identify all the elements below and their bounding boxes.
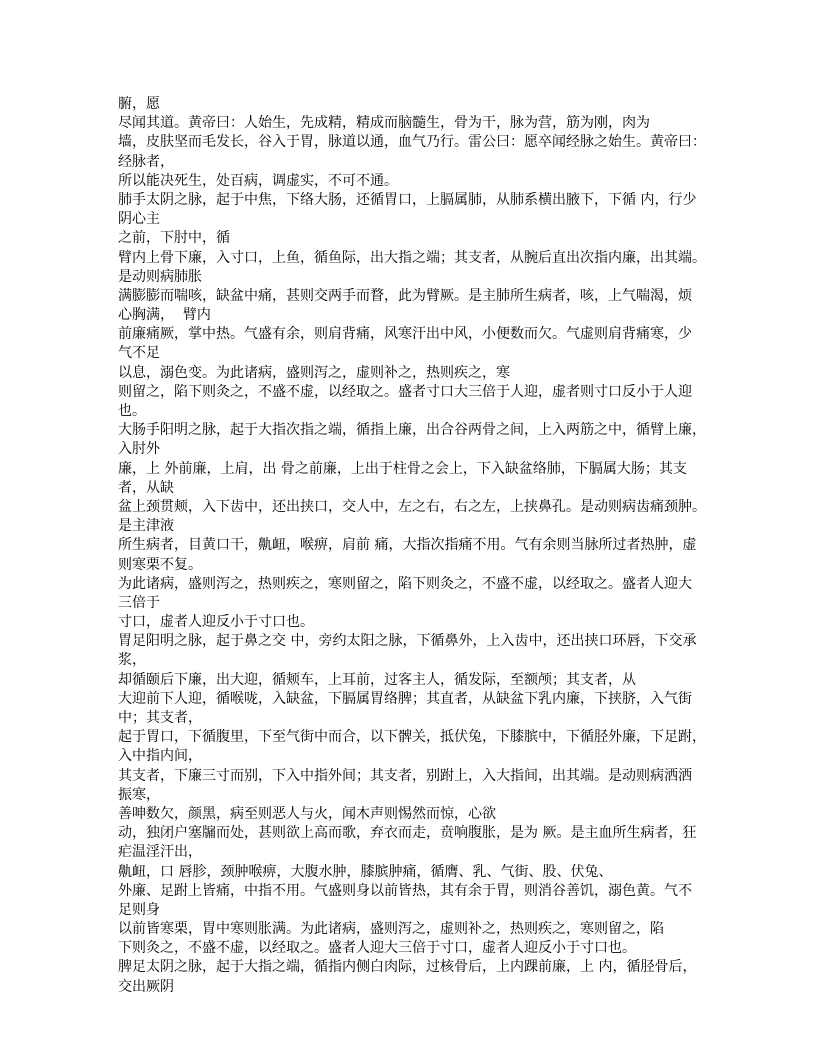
text-line: 以前皆寒栗，胃中寒则胀满。为此诸病，盛则泻之，虚则补之，热则疾之，寒则留之，陷 [118, 921, 664, 938]
text-line: 所生病者，目黄口干，鼽衄，喉痹，肩前 痛，大指次指痛不用。气有余则当脉所过者热肿，虚 [118, 537, 697, 554]
text-line: 善呻数欠，颜黑，病至则恶人与火，闻木声则惕然而惊，心欲 [118, 805, 496, 822]
text-line: 振寒， [118, 786, 160, 803]
text-line: 也。 [118, 403, 146, 419]
text-line: 是动则病肺胀 [118, 268, 202, 285]
text-line: 所以能决死生，处百病，调虚实，不可不通。 [118, 172, 398, 189]
text-line: 其支者，下廉三寸而别，下入中指外间；其支者，别跗上，入大指间，出其端。是动则病洒洒 [118, 767, 692, 784]
text-line: 是主津液 [118, 518, 174, 535]
text-line: 疟温淫汗出， [118, 844, 202, 861]
text-line: 胃足阳明之脉，起于鼻之交 中，旁约太阳之脉，下循鼻外，上入齿中，还出挟口环唇，下交承 [118, 633, 697, 650]
text-line: 阴心主 [118, 211, 160, 228]
text-line: 墙，皮肤坚而毛发长，谷入于胃，脉道以通，血气乃行。雷公曰：愿卒闻经脉之始生。黄帝曰： [118, 134, 706, 151]
text-line: 之前，下肘中，循 [118, 230, 230, 247]
text-line: 则寒栗不复。 [118, 556, 202, 573]
text-line: 者，从缺 [118, 479, 174, 496]
text-line: 廉，上 外前廉，上肩，出 骨之前廉，上出于柱骨之会上，下入缺盆络肺，下膈属大肠；其支 [118, 460, 687, 477]
text-line: 气不足 [118, 345, 160, 362]
text-line: 入肘外 [118, 441, 160, 458]
document-page [118, 95, 704, 997]
text-line: 动，独闭户塞牖而处，甚则欲上高而歌，弃衣而走，贲响腹胀，是为 厥。是主血所生病者，狂 [118, 825, 697, 842]
text-line: 盆上颈贯颊，入下齿中，还出挟口，交人中，左之右，右之左，上挟鼻孔。是动则病齿痛颈肿。 [118, 498, 706, 515]
text-line: 前廉痛厥，掌中热。气盛有余，则肩背痛，风寒汗出中风，小便数而欠。气虚则肩背痛寒，少 [118, 326, 692, 343]
text-line: 大肠手阳明之脉，起于大指次指之端，循指上廉，出合谷两骨之间，上入两筋之中，循臂上廉， [118, 422, 706, 439]
text-line: 尽闻其道。黄帝曰：人始生，先成精，精成而脑髓生，骨为干，脉为营，筋为刚，肉为 [118, 115, 650, 132]
text-line: 肺手太阴之脉，起于中焦，下络大肠，还循胃口，上膈属肺，从肺系横出腋下，下循 内，行少 [118, 191, 697, 208]
text-line: 心胸满， 臂内 [118, 307, 211, 324]
text-line: 中；其支者， [118, 710, 202, 726]
text-line: 臂内上骨下廉，入寸口，上鱼，循鱼际，出大指之端；其支者，从腕后直出次指内廉，出其端。 [118, 249, 706, 266]
text-line: 外廉、足跗上皆痛，中指不用。气盛则身以前皆热，其有余于胃，则消谷善饥，溺色黄。气不 [118, 882, 692, 899]
text-line: 腑，愿 [118, 96, 160, 112]
text-line: 交出厥阴 [118, 978, 174, 995]
text-line: 以息，溺色变。为此诸病，盛则泻之，虚则补之，热则疾之，寒 [118, 364, 510, 381]
text-line: 下则灸之，不盛不虚，以经取之。盛者人迎大三倍于寸口，虚者人迎反小于寸口也。 [118, 940, 636, 957]
text-line: 脾足太阴之脉，起于大指之端，循指内侧白肉际，过核骨后，上内踝前廉，上 内，循胫骨后， [118, 959, 697, 976]
text-line: 却循颐后下廉，出大迎，循颊车，上耳前，过客主人，循发际，至额颅；其支者，从 [118, 671, 636, 688]
text-line: 为此诸病，盛则泻之，热则疾之，寒则留之，陷下则灸之，不盛不虚，以经取之。盛者人迎大 [118, 575, 692, 592]
text-line: 足则身 [118, 901, 160, 918]
text-line: 浆， [118, 652, 146, 669]
text-line: 起于胃口，下循腹里，下至气街中而合，以下髀关，抵伏兔，下膝膑中，下循胫外廉，下足跗， [118, 729, 706, 746]
text-line: 三倍于 [118, 594, 160, 611]
text-line: 大迎前下人迎，循喉咙，入缺盆，下膈属胃络脾；其直者，从缺盆下乳内廉，下挟脐，入气街 [118, 690, 692, 707]
text-line: 鼽衄，口 唇胗，颈肿喉痹，大腹水肿，膝膑肿痛，循膺、乳、气街、股、伏兔、 [118, 863, 613, 880]
text-line: 寸口，虚者人迎反小于寸口也。 [118, 614, 314, 631]
text-line: 入中指内间， [118, 748, 202, 765]
text-line: 则留之，陷下则灸之，不盛不虚，以经取之。盛者寸口大三倍于人迎，虚者则寸口反小于人迎 [118, 383, 692, 400]
text-line: 经脉者， [118, 153, 174, 170]
text-line: 满膨膨而喘咳，缺盆中痛，甚则交两手而瞀，此为臂厥。是主肺所生病者，咳，上气喘渴，烦 [118, 287, 692, 304]
